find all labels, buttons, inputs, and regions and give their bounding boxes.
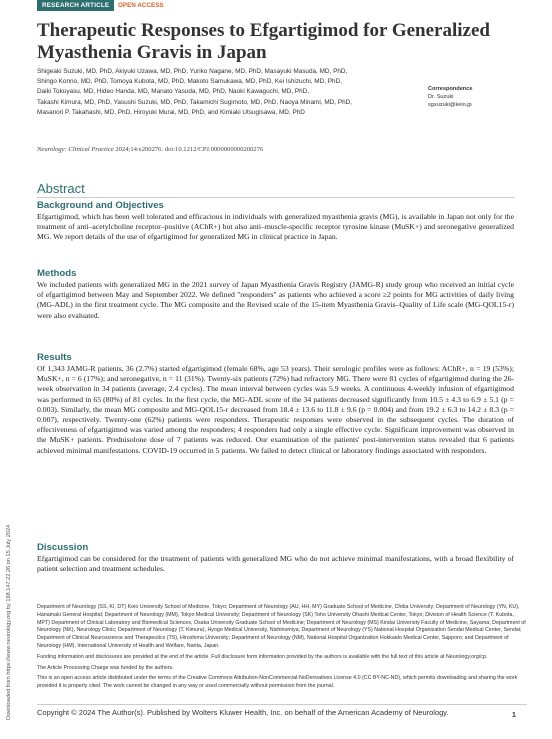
correspondence-email[interactable]: sgsuzuki@keio.jp (428, 102, 472, 108)
author-line: Daiki Tokuyasu, MD, Hideo Handa, MD, Manato Yasuda, MD, PhD, Naoki Kawaguchi, MD, PhD, (37, 88, 310, 96)
license-note: This is an open access article distributed under the terms of the Creative Commons Attribution-NonCommercial-NoDerivatives License 4.0 (CC BY-NC-ND), which permits downloading and sharing the work provided it is properly cited. The work cannot be changed in any way or used commercially without permission from the journal. (37, 675, 518, 690)
footnotes (37, 604, 527, 694)
section-methods (37, 268, 514, 321)
author-line: Shingo Konno, MD, PhD, Tomoya Kubota, MD, PhD, Makoto Samukawa, MD, PhD, Kei Ishizuchi, MD, PhD, (37, 78, 342, 86)
author-line: Takashi Kimura, MD, PhD, Yasushi Suzuki, MD, PhD, Takamichi Sugimoto, MD, PhD, Naoya Minami, MD, PhD, (37, 98, 353, 106)
abstract-divider (37, 197, 515, 198)
open-access-label: OPEN ACCESS (118, 2, 164, 9)
affiliations-note: Department of Neurology (SS, KI, DT) Keio University School of Medicine, Tokyo; Department of Neurology (AU, HH, MY) Graduate School of Medicine, Chiba University; Department of Neurology (YN, KU), Hanamaki General Hospital; Department of Neurology (MM), Tokyo Medical University; Department of Neurology (SK) Toho University Ohashi Medical Center, Tokyo; Division of Health Science (T. Kubota, MPT) Department of Clinical Laboratory and Biomedical Sciences, Osaka University Graduate School of Medicine; Department of Neurology (MS) Kindai University Faculty of Medicine, Sayama; Department of Neurology (NK), Neurology Clinic; Department of Neurology (T. Kimura), Hyogo Medical University, Nishinomiya; Department of Neurology (YS) National Hospital Organization Sendai Medical Center, Sendai; Department of Clinical Neuroscience and Therapeutics (TS), Hiroshima University; Department of Neurology (NM), National Hospital Organization Hokkaido Medical Center, Sapporo; and Department of Neurology (HM), International University of Health and Welfare, Narita, Japan. (37, 604, 526, 649)
page-number: 1 (512, 712, 516, 719)
author-line: Shigeaki Suzuki, MD, PhD, Akiyuki Uzawa, MD, PhD, Yuriko Nagane, MD, PhD, Masayuki Masuda, MD, PhD, (37, 68, 348, 75)
journal-name: Neurology: Clinical Practice (37, 146, 114, 153)
section-text: Efgartigimod can be considered for the treatment of patients with generalized MG who do not achieve minimal manifestations, with a broad flexibility of patient selection and treatment schedules. (37, 554, 514, 574)
footer-divider (37, 704, 527, 705)
section-text: We included patients with generalized MG in the 2021 survey of Japan Myasthenia Gravis Registry (JAMG-R) study group who received an initial cycle of efgartigimod between May and September 2022. We defined "responders" as patients who achieved a score ≥2 points for MG activities of daily living (MG-ADL) in the first treatment cycle. The MG composite and the Revised scale of the 15-item Myasthenia Gravis–Quality of Life scale (MG-QOL15-r) were also evaluated. (37, 280, 514, 320)
article-title: Therapeutic Responses to Efgartigimod for Generalized Myasthenia Gravis in Japan (37, 20, 490, 63)
correspondence-heading: Correspondence (428, 86, 473, 92)
abstract-heading: Abstract (37, 181, 85, 196)
section-results (37, 352, 514, 456)
section-heading: Results (37, 352, 72, 363)
section-background (37, 200, 514, 243)
citation-line (37, 146, 497, 153)
author-line: Masanori P. Takahashi, MD, PhD, Hiroyuki Murai, MD, PhD, and Kimiaki Utsugisawa, MD, PhD (37, 108, 305, 116)
correspondence-box (428, 85, 528, 109)
section-text: Efgartigimod, which has been well tolerated and efficacious in individuals with generalized myasthenia gravis (MG), is available in Japan not only for the treatment of anti–acetylcholine receptor–positive (AChR+) but also anti–muscle-specific receptor tyrosine kinase (MuSK+) and seronegative generalized MG. We report details of the use of efgartigimod for generalized MG in clinical practice in Japan. (37, 212, 514, 242)
download-watermark: Downloaded from https://www.neurology.org by 198.147.22.26 on 15 July 2024 (6, 524, 12, 720)
section-text: Of 1,343 JAMG-R patients, 36 (2.7%) started efgartigimod (female 68%, age 53 years). Their serologic profiles were as follows: AChR+, n = 19 (53%); MuSK+, n = 6 (17%); and seronegative, n = 11 (31%). Twenty-six patients (72%) had refractory MG. There were 81 cycles of efgartigimod during the 26-week observation in 34 patients (average, 2.4 cycles). The mean interval between cycles was 5.9 weeks. A continuous 4-weekly infusion of efgartigimod was performed in 65 (80%) of 81 cycles. In the first cycle, the MG-ADL score of the 34 patients decreased significantly from 10.5 ± 4.3 to 6.9 ± 5.1 (p = 0.003). Similarly, the mean MG composite and MG-QOL15-r decreased from 18.4 ± 13.6 to 11.8 ± 9.6 (p = 0.004) and from 19.2 ± 6.3 to 14.2 ± 8.3 (p = 0.007), respectively. Twenty-one (62%) patients were responders. Therapeutic responses were observed in the subsequent cycles. The duration of effectiveness of efgartigimod was varied among the responders; 4 responders had only a single effective cycle. Significant improvement was observed in the MuSK+ patients. Prednisolone dose of 7 patients was reduced. Our examination of the patients' post-intervention status revealed that 6 patients achieved minimal manifestations. COVID-19 occurred in 5 patients. We failed to detect clinical or laboratory findings associated with responders. (37, 364, 514, 455)
apc-note: The Article Processing Charge was funded by the authors. (37, 664, 174, 671)
copyright-line: Copyright © 2024 The Author(s). Published by Wolters Kluwer Health, Inc. on behalf of the American Academy of Neurology. (37, 708, 449, 717)
author-list (37, 67, 417, 118)
section-heading: Background and Objectives (37, 200, 164, 211)
section-discussion (37, 542, 514, 574)
section-heading: Methods (37, 268, 77, 279)
citation-details: 2024;14:e200276. doi:10.1212/CPJ.0000000000200276 (113, 146, 264, 153)
article-type-badge: RESEARCH ARTICLE (37, 0, 114, 11)
correspondence-name: Dr. Suzuki (428, 94, 454, 100)
section-heading: Discussion (37, 542, 89, 553)
funding-note: Funding information and disclosures are provided at the end of the article. Full disclosure form information provided by the authors is available with the full text of this article at Neurology.org/cp. (37, 653, 488, 660)
